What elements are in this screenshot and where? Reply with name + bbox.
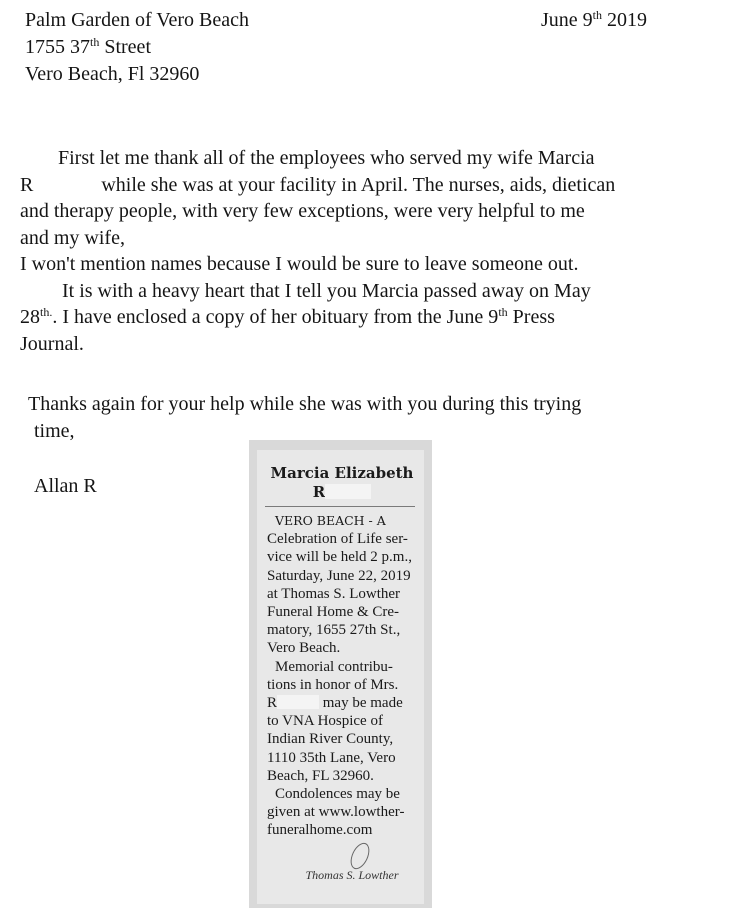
obituary-line: funeralhome.com [267,822,373,839]
body-line: Journal. [20,332,84,355]
recipient-street: 1755 37th Street [25,35,151,58]
recipient-city: Vero Beach, Fl 32960 [25,63,200,85]
letter-date: June 9th 2019 [541,8,648,31]
obituary-line: Indian River County, [267,731,394,748]
funeral-home-logo-script: Thomas S. Lowther [305,868,399,882]
body-line: R while she was at your facility in April. The nurses, aids, dietican [20,173,616,196]
letter-body [20,145,720,357]
obituary-line: Celebration of Life ser- [267,531,408,548]
obituary-line: given at www.lowther- [267,804,405,821]
obituary-line: at Thomas S. Lowther [267,585,401,602]
obituary-line: to VNA Hospice of [267,713,383,730]
closing-paragraph [28,391,728,444]
funeral-home-logo-fineprint [297,883,407,889]
body-line: First let me thank all of the employees who served my wife Marcia [58,147,595,169]
obituary-name [257,464,427,502]
body-line: Thanks again for your help while she was with you during this trying [28,393,582,415]
obituary-line: R may be made [267,695,403,712]
obituary-line: VERO BEACH - A [275,513,386,528]
body-line: and my wife, [20,226,125,249]
obituary-line: Memorial contribu- [275,658,393,675]
body-line: It is with a heavy heart that I tell you Marcia passed away on May [62,279,591,302]
obituary-line: matory, 1655 27th St., [267,622,401,639]
funeral-home-logo [297,868,407,889]
obituary-clipping [249,440,432,908]
obituary-line: Vero Beach. [267,640,341,657]
body-line: I won't mention names because I would be sure to leave someone out. [20,253,579,275]
obituary-first-names: Marcia Elizabeth [270,464,414,482]
obituary-text [267,512,422,840]
obituary-surname: R [257,483,427,502]
obituary-line: Saturday, June 22, 2019 [267,567,411,584]
obituary-line: Condolences may be [275,786,400,803]
body-line: $28^{th.}$. I have enclosed a copy of her obituary from the June 9th Press [20,305,555,328]
recipient-name: Palm Garden of Vero Beach [25,9,250,31]
body-line: time, [34,419,75,442]
obituary-paper [257,450,424,904]
obituary-line: tions in honor of Mrs. [267,676,399,693]
redacted-surname [277,695,319,709]
body-line: and therapy people, with very few exceptions, were very helpful to me [20,200,585,222]
obituary-line: vice will be held 2 p.m., [267,549,412,566]
obituary-line: Funeral Home & Cre- [267,604,400,621]
obituary-line: Beach, FL 32960. [267,767,374,784]
obituary-divider [265,506,415,507]
letter-signature: Allan R [34,475,97,497]
obituary-line: 1110 35th Lane, Vero [267,749,396,766]
redacted-surname [325,484,371,499]
